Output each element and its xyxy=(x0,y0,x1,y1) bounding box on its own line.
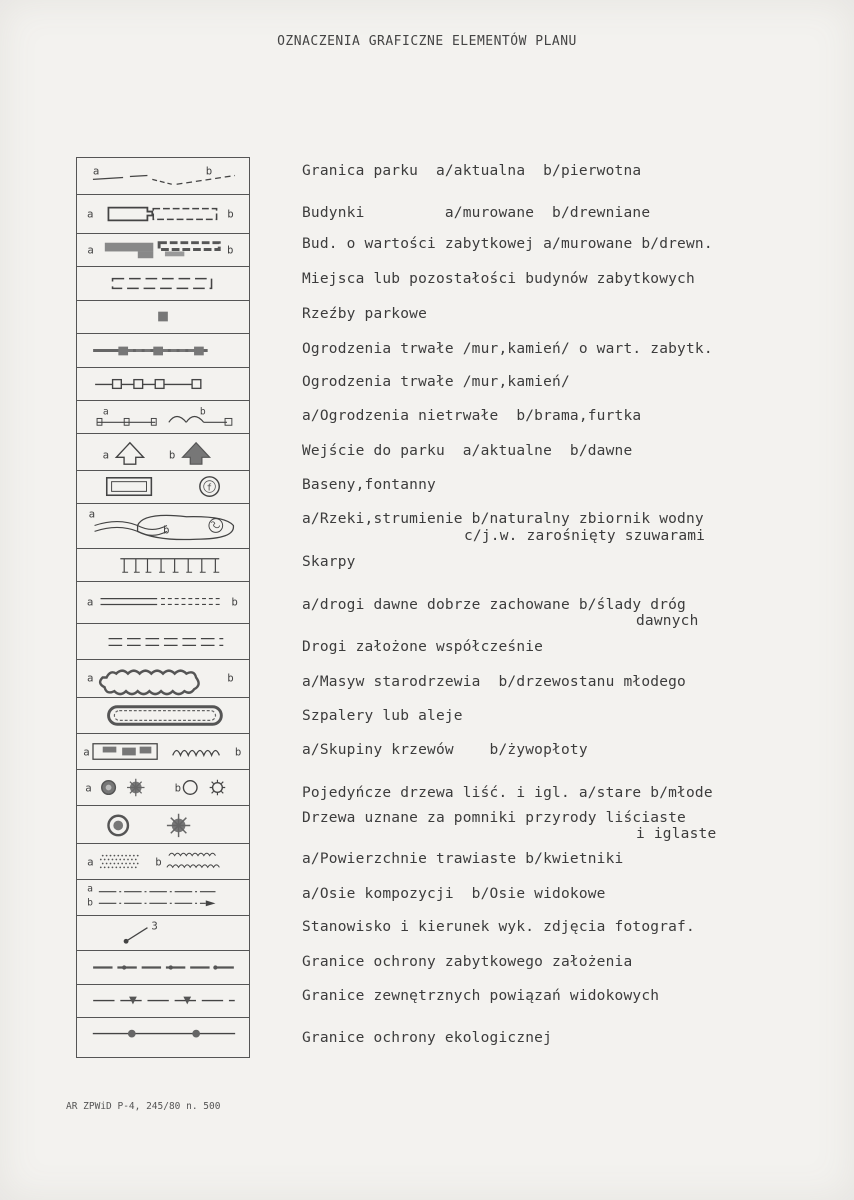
legend-description: Ogrodzenia trwałe /mur,kamień/ o wart. zabytk. xyxy=(302,341,713,357)
legend-description: Pojedyńcze drzewa liść. i igl. a/stare b/młode xyxy=(302,785,713,801)
legend-description: a/Skupiny krzewów b/żywopłoty xyxy=(302,742,588,758)
svg-text:b: b xyxy=(87,897,94,909)
symbol-park-boundary xyxy=(77,158,249,195)
legend-description: Budynki a/murowane b/drewniane xyxy=(302,205,651,221)
symbol-modern-roads xyxy=(77,624,249,660)
legend-description: a/Ogrodzenia nietrwałe b/brama,furtka xyxy=(302,408,642,424)
legend-description: Ogrodzenia trwałe /mur,kamień/ xyxy=(302,374,570,390)
svg-text:a: a xyxy=(87,207,94,221)
legend-description-continuation: i iglaste xyxy=(636,826,717,842)
svg-text:b: b xyxy=(155,855,162,869)
symbol-historic-fence xyxy=(77,334,249,368)
symbol-old-forest xyxy=(77,660,249,698)
legend-description: Rzeźby parkowe xyxy=(302,306,428,322)
symbol-permanent-fence xyxy=(77,368,249,401)
legend-description: Baseny,fontanny xyxy=(302,477,436,493)
symbol-axes xyxy=(77,880,249,916)
page-title: OZNACZENIA GRAFICZNE ELEMENTÓW PLANU xyxy=(277,34,577,49)
legend-description: Bud. o wartości zabytkowej a/murowane b/drewn. xyxy=(302,236,713,252)
legend-description: Drzewa uznane za pomniki przyrody liściaste xyxy=(302,810,686,826)
svg-text:a: a xyxy=(87,671,94,685)
legend-symbol-table xyxy=(76,157,250,1058)
svg-text:a: a xyxy=(87,855,94,869)
symbol-escarpments xyxy=(77,549,249,582)
legend-description: Granice ochrony ekologicznej xyxy=(302,1030,553,1046)
legend-description: Drogi założone współcześnie xyxy=(302,639,544,655)
legend-description: Miejsca lub pozostałości budynów zabytkowych xyxy=(302,271,695,287)
legend-description: Stanowisko i kierunek wyk. zdjęcia fotograf. xyxy=(302,919,695,935)
symbol-shrubs-hedges xyxy=(77,734,249,770)
legend-description: a/Rzeki,strumienie b/naturalny zbiornik wodny xyxy=(302,511,704,527)
legend-description: a/drogi dawne dobrze zachowane b/ślady dróg xyxy=(302,597,686,613)
symbol-historic-buildings xyxy=(77,234,249,267)
legend-description-continuation: c/j.w. zarośnięty szuwarami xyxy=(464,528,706,544)
svg-text:b: b xyxy=(227,671,234,685)
symbol-park-entrance xyxy=(77,434,249,471)
svg-text:a: a xyxy=(88,507,96,521)
symbol-sculptures xyxy=(77,301,249,334)
symbol-buildings xyxy=(77,195,249,234)
legend-description: a/Osie kompozycji b/Osie widokowe xyxy=(302,886,606,902)
svg-text:a: a xyxy=(92,164,100,178)
legend-description: Szpalery lub aleje xyxy=(302,708,463,724)
symbol-photo-position xyxy=(77,916,249,951)
svg-text:a: a xyxy=(87,883,94,895)
svg-text:a: a xyxy=(85,781,92,795)
legend-description: Granica parku a/aktualna b/pierwotna xyxy=(302,163,642,179)
svg-text:b: b xyxy=(227,207,234,221)
legend-description: Granice zewnętrznych powiązań widokowych xyxy=(302,988,660,1004)
svg-text:a: a xyxy=(83,745,90,759)
legend-description-continuation: dawnych xyxy=(636,613,699,629)
svg-text:b: b xyxy=(234,745,242,759)
symbol-nature-monuments xyxy=(77,806,249,844)
svg-text:b: b xyxy=(227,243,234,257)
print-footer: AR ZPWiD P-4, 245/80 n. 500 xyxy=(66,1101,221,1112)
legend-description: Granice ochrony zabytkowego założenia xyxy=(302,954,633,970)
symbol-tree-rows xyxy=(77,698,249,734)
symbol-temporary-fence xyxy=(77,401,249,434)
svg-text:a: a xyxy=(87,243,94,257)
symbol-historic-roads xyxy=(77,582,249,624)
svg-text:b: b xyxy=(199,406,206,418)
legend-description: Wejście do parku a/aktualne b/dawne xyxy=(302,443,633,459)
symbol-single-trees xyxy=(77,770,249,806)
svg-text:b: b xyxy=(174,781,182,795)
legend-description: a/Masyw starodrzewia b/drzewostanu młodego xyxy=(302,674,686,690)
svg-text:b: b xyxy=(163,523,170,537)
svg-text:a: a xyxy=(102,406,109,418)
symbol-rivers-ponds xyxy=(77,504,249,549)
symbol-pools-fountains xyxy=(77,471,249,504)
symbol-heritage-protection-boundary xyxy=(77,951,249,985)
svg-text:f: f xyxy=(206,483,212,494)
svg-text:3: 3 xyxy=(151,919,158,933)
svg-text:a: a xyxy=(86,595,94,609)
legend-description: a/Powierzchnie trawiaste b/kwietniki xyxy=(302,851,624,867)
symbol-lawns-flowerbeds xyxy=(77,844,249,880)
svg-text:a: a xyxy=(102,448,110,462)
symbol-ecological-protection-boundary xyxy=(77,1018,249,1058)
legend-description: Skarpy xyxy=(302,554,356,570)
symbol-view-connections-boundary xyxy=(77,985,249,1018)
svg-text:b: b xyxy=(231,595,238,609)
svg-text:b: b xyxy=(168,448,176,462)
symbol-building-remnants xyxy=(77,267,249,301)
svg-text:b: b xyxy=(205,164,213,178)
